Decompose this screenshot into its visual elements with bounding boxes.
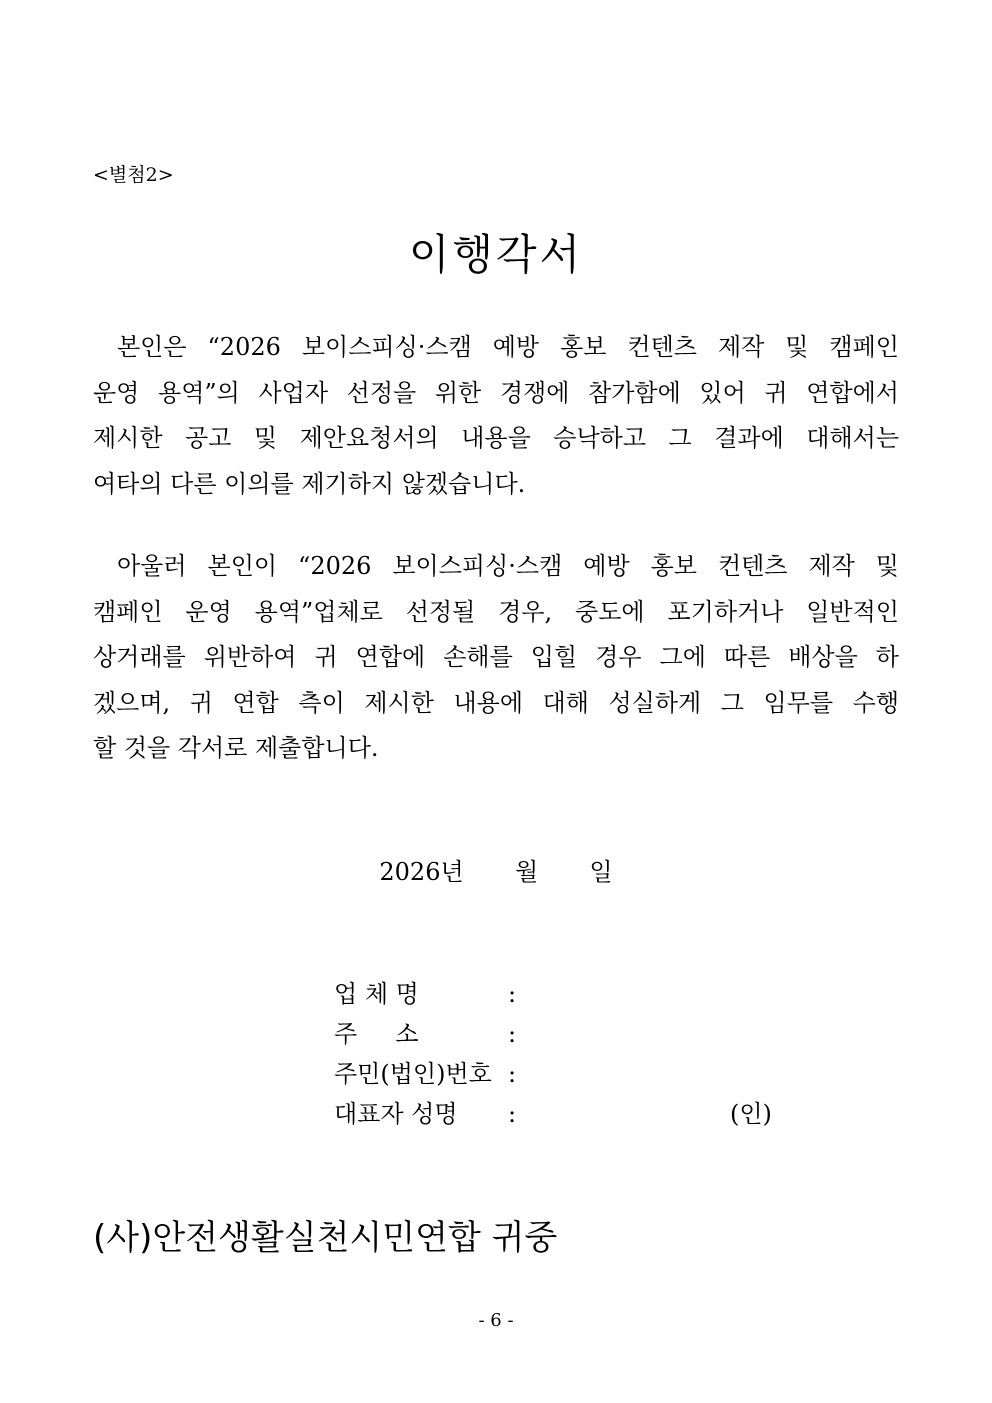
colon: : xyxy=(508,1100,517,1128)
representative-name-label: 대표자 성명 xyxy=(334,1100,458,1128)
paragraph-line: 상거래를 위반하여 귀 연합에 손해를 입힐 경우 그에 따른 배상을 하 xyxy=(93,643,899,671)
page-number: - 6 - xyxy=(478,1310,514,1331)
paragraph-line: 아울러 본인이 “2026 보이스피싱·스캠 예방 홍보 컨텐츠 제작 및 xyxy=(117,552,899,580)
paragraph-line: 여타의 다른 이의를 제기하지 않겠습니다. xyxy=(93,469,526,498)
paragraph-line: 겠으며, 귀 연합 측이 제시한 내용에 대해 성실하게 그 임무를 수행 xyxy=(93,688,899,717)
paragraph-line: 할 것을 각서로 제출합니다. xyxy=(93,734,379,762)
colon: : xyxy=(508,1020,517,1048)
paragraph-line: 캠페인 운영 용역”업체로 선정될 경우, 중도에 포기하거나 일반적인 xyxy=(93,597,899,626)
address-label: 주 소 xyxy=(334,1020,419,1048)
seal-mark: (인) xyxy=(730,1100,772,1128)
paragraph-obligation xyxy=(93,544,899,772)
paragraph-line: 운영 용역”의 사업자 선정을 위한 경쟁에 참가함에 있어 귀 연합에서 xyxy=(93,378,899,407)
recipient: (사)안전생활실천시민연합 귀중 xyxy=(93,1218,558,1258)
colon: : xyxy=(508,1060,517,1088)
date-year: 2026년 xyxy=(379,858,464,886)
company-name-label: 업 체 명 xyxy=(334,980,419,1008)
colon: : xyxy=(508,980,517,1008)
date-day: 일 xyxy=(589,858,613,886)
paragraph-line: 본인은 “2026 보이스피싱·스캠 예방 홍보 컨텐츠 제작 및 캠페인 xyxy=(117,333,899,361)
registration-number-label: 주민(법인)번호 xyxy=(334,1060,492,1088)
date-month: 월 xyxy=(514,858,539,886)
date-line xyxy=(0,852,992,887)
attachment-label: <별첨2> xyxy=(93,164,174,186)
paragraph-consent xyxy=(93,325,899,507)
document-title: 이행각서 xyxy=(408,230,584,279)
paragraph-line: 제시한 공고 및 제안요청서의 내용을 승낙하고 그 결과에 대해서는 xyxy=(93,424,899,452)
